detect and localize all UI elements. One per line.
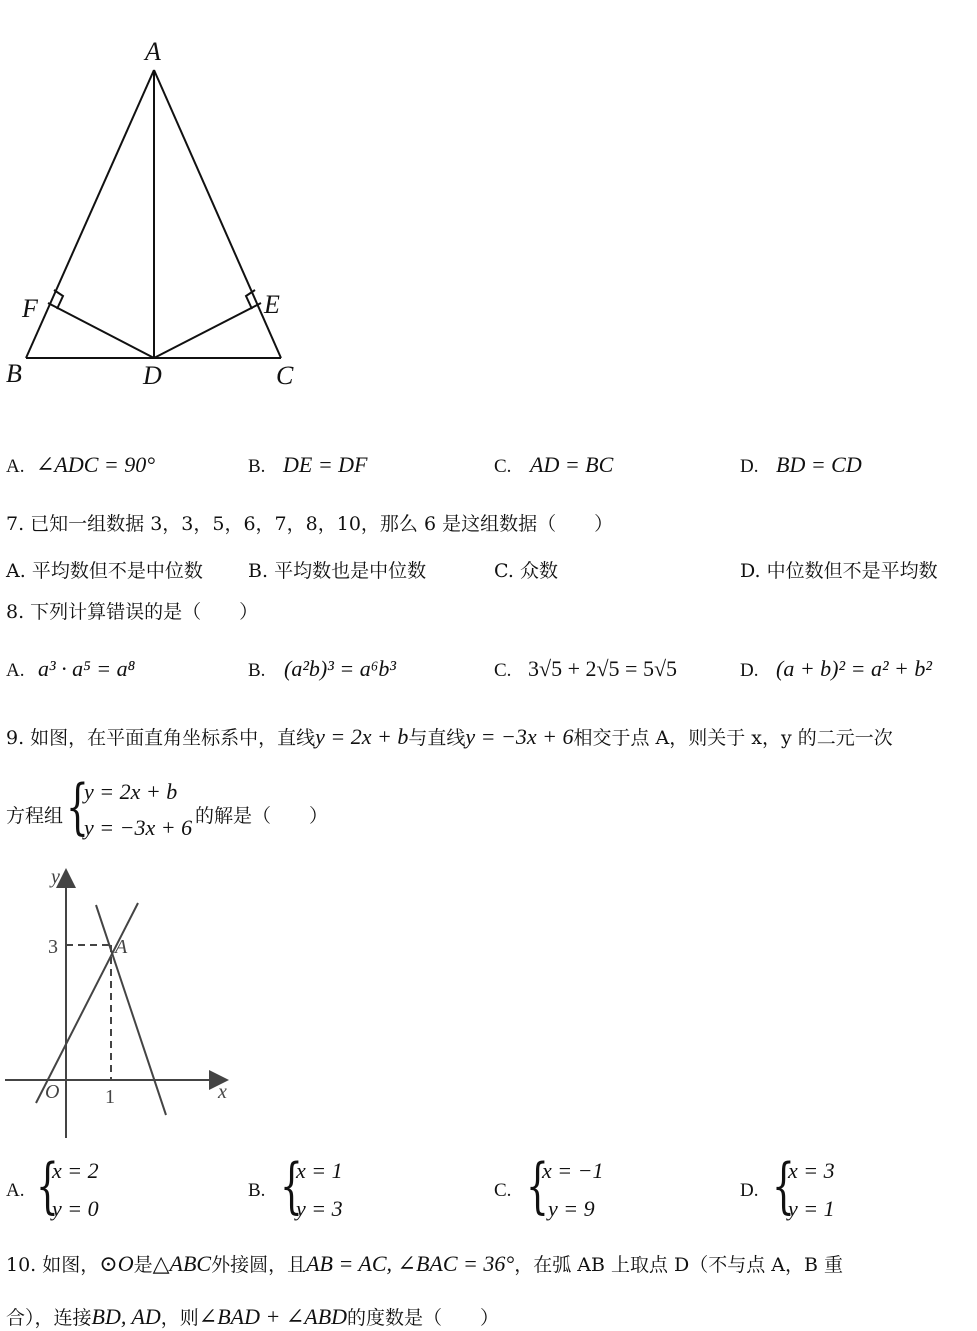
graph-x-label: x — [218, 1081, 227, 1103]
q8-opt-a-label: A. — [6, 660, 25, 681]
q9-opt-b-brace: { — [280, 1151, 303, 1221]
triangle-figure — [0, 30, 320, 400]
q9-opt-a-label: A. — [6, 1180, 25, 1201]
q8-opt-b-expr: (a²b)³ = a⁶b³ — [284, 656, 396, 681]
q8-opt-d-expr: (a + b)² = a² + b² — [776, 656, 932, 681]
q8-opt-c-expr: 3√5 + 2√5 = 5√5 — [528, 656, 678, 681]
q10-line2: 合），连接BD, AD，则∠BAD + ∠ABD的度数是（ ） — [6, 1304, 500, 1329]
q6-opt-d-label: D. — [740, 456, 759, 477]
q10-segments: BD, AD — [91, 1304, 161, 1329]
label-A: A — [145, 37, 161, 66]
q9-stem-line1: 9. 如图，在平面直角坐标系中，直线y = 2x + b与直线y = −3x + 6相交于点 A，则关于 x，y 的二元一次 — [6, 724, 893, 749]
q9-brace: { — [66, 772, 89, 842]
q9-opt-d-eq1: x = 3 — [788, 1158, 835, 1183]
q9-sys-eq2: y = −3x + 6 — [84, 815, 193, 840]
q10-angle-sum: ∠BAD + ∠ABD — [198, 1304, 348, 1329]
label-F: F — [22, 294, 38, 323]
label-C: C — [276, 361, 294, 390]
q9-opt-a-eq1: x = 2 — [52, 1158, 99, 1183]
q9-opt-d-label: D. — [740, 1180, 759, 1201]
q9-sys-eq1: y = 2x + b — [84, 779, 178, 804]
label-B: B — [6, 359, 22, 388]
q6-opt-c-label: C. — [494, 456, 512, 477]
q9-opt-b-eq1: x = 1 — [296, 1158, 343, 1183]
q9-opt-c-eq1: x = −1 — [542, 1158, 604, 1183]
q10-line1: 10. 如图，⊙O是△ABC外接圆，且AB = AC, ∠BAC = 36°，在弧 AB 上取点 D（不与点 A，B 重 — [6, 1251, 843, 1276]
q7-opt-b: B. 平均数也是中位数 — [248, 560, 427, 582]
graph-y-label: y — [51, 866, 60, 888]
q7-opt-a: A. 平均数但不是中位数 — [6, 560, 203, 582]
graph-tick-1: 1 — [105, 1086, 115, 1108]
graph-origin-label: O — [45, 1081, 60, 1103]
q7-opt-d: D. 中位数但不是平均数 — [740, 560, 938, 582]
q9-opt-c-eq2: y = 9 — [548, 1196, 595, 1221]
q8-opt-b-label: B. — [248, 660, 266, 681]
q6-opt-b-expr: DE = DF — [283, 452, 368, 477]
q9-stem-post: 的解是（ ） — [195, 805, 329, 827]
q9-opt-c-brace: { — [526, 1151, 549, 1221]
q6-opt-a-label: A. — [6, 456, 25, 477]
q8-opt-c-label: C. — [494, 660, 512, 681]
q9-opt-d-brace: { — [772, 1151, 795, 1221]
q8-opt-d-label: D. — [740, 660, 759, 681]
q10-triangle: △ABC — [152, 1251, 212, 1276]
label-D: D — [143, 361, 162, 390]
q7-opt-c: C. 众数 — [494, 560, 558, 582]
q9-opt-a-eq2: y = 0 — [52, 1196, 99, 1221]
q9-graph — [0, 860, 240, 1145]
label-E: E — [264, 290, 280, 319]
q9-opt-b-label: B. — [248, 1180, 266, 1201]
graph-point-A: A — [115, 936, 128, 958]
graph-tick-3: 3 — [48, 936, 58, 958]
q9-line1-eq: y = 2x + b — [315, 724, 409, 749]
q7-stem: 7. 已知一组数据 3，3，5，6，7，8，10，那么 6 是这组数据（ ） — [6, 513, 614, 535]
q6-opt-a-expr: ∠ADC = 90° — [36, 452, 156, 477]
q9-line2-eq: y = −3x + 6 — [465, 724, 574, 749]
q10-condition: AB = AC, ∠BAC = 36° — [306, 1251, 515, 1276]
q9-opt-d-eq2: y = 1 — [788, 1196, 835, 1221]
q6-opt-d-expr: BD = CD — [776, 452, 862, 477]
q9-opt-c-label: C. — [494, 1180, 512, 1201]
q8-stem: 8. 下列计算错误的是（ ） — [6, 601, 259, 623]
q10-circle: ⊙O — [99, 1251, 134, 1276]
q6-opt-b-label: B. — [248, 456, 266, 477]
q9-opt-b-eq2: y = 3 — [296, 1196, 343, 1221]
q8-opt-a-expr: a³ · a⁵ = a⁸ — [38, 656, 136, 681]
q9-opt-a-brace: { — [36, 1151, 59, 1221]
q6-opt-c-expr: AD = BC — [530, 452, 614, 477]
q9-stem-pre: 方程组 — [6, 805, 64, 827]
